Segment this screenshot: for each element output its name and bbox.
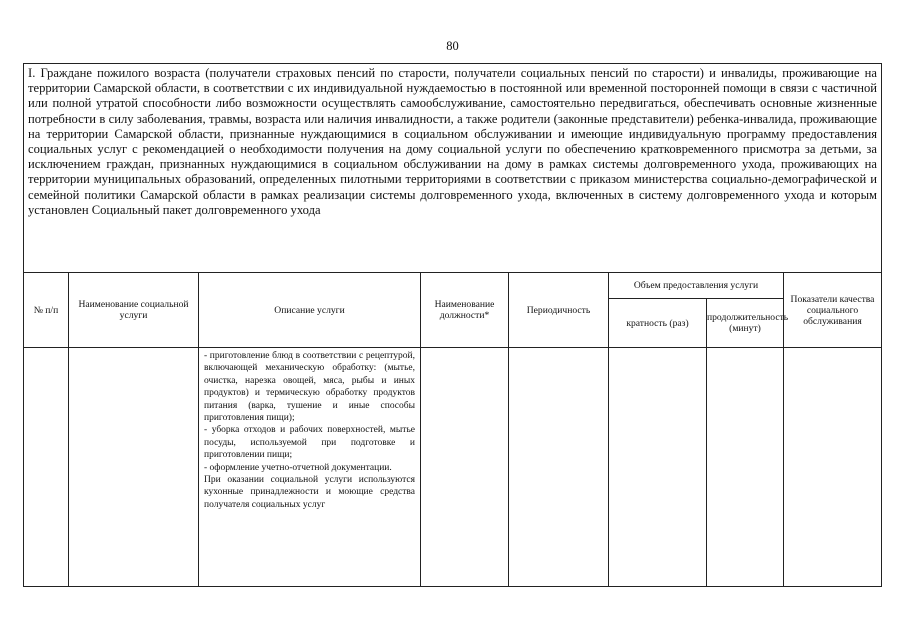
header-row-1 — [24, 273, 882, 299]
header-multiplicity: кратность (раз) — [609, 299, 707, 348]
header-num: № п/п — [24, 273, 69, 348]
cell-multiplicity — [609, 348, 707, 587]
section-heading: I. Граждане пожилого возраста (получатели страховых пенсий по старости, получатели социальных пенсий по старости) и инвалиды, проживающие на территории Самарской области, в соответствии с их индивидуальной нуждаемостью в постоянной или временной посторонней помощи в связи с частичной или полной утратой способности либо возможности осуществлять самообслуживание, самостоятельно передвигаться, обеспечивать основные жизненные потребности в силу заболевания, травмы, возраста или наличия инвалидности, а также родители (законные представители) ребенка-инвалида, проживающие на территории Самарской области, признанные нуждающимися в социальном обслуживании и имеющие индивидуальную программу предоставления социальных услуг с рекомендацией о необходимости получения на дому социальной услуги по обеспечению кратковременного присмотра за детьми, за исключением граждан, признанных нуждающимися в социальном обслуживании на дому в рамках системы долговременного ухода, проживающих на территории муниципальных образований, определенных пилотными территориями в соответствии с приказом министерства социально-демографической и семейной политики Самарской области в рамках реализации системы долговременного ухода, включенных в систему долговременного ухода и которым установлен Социальный пакет долговременного ухода — [24, 64, 882, 273]
description-line: - оформление учетно-отчетной документации. — [204, 462, 392, 473]
cell-description — [199, 348, 421, 587]
cell-quality — [784, 348, 882, 587]
header-service-name: Наименование социальной услуги — [69, 273, 199, 348]
cell-num — [24, 348, 69, 587]
cell-duration — [707, 348, 784, 587]
description-line: - приготовление блюд в соответствии с рецептурой, включающей механическую обработку: (мытье, очистка, нарезка овощей, мяса, рыбы и иных продуктов) и термическую обработку продуктов питания (варка, тушение и иные способы приготовления пищи); — [204, 351, 415, 424]
description-line: - уборка отходов и рабочих поверхностей, мытье посуды, используемой при подготовке и приготовлении пищи; — [204, 425, 415, 461]
cell-periodicity — [509, 348, 609, 587]
table-row — [24, 348, 882, 587]
header-duration: продолжительность (минут) — [707, 299, 784, 348]
header-volume: Объем предоставления услуги — [609, 273, 784, 299]
cell-service-name — [69, 348, 199, 587]
description-line: При оказании социальной услуги используются кухонные принадлежности и моющие средства получателя социальных услуг — [204, 475, 415, 510]
services-table — [23, 63, 882, 587]
header-periodicity: Периодичность — [509, 273, 609, 348]
section-row — [24, 64, 882, 273]
page-number: 80 — [446, 39, 459, 53]
cell-position — [421, 348, 509, 587]
header-description: Описание услуги — [199, 273, 421, 348]
header-position: Наименование должности* — [421, 273, 509, 348]
header-quality: Показатели качества социального обслуживания — [784, 273, 882, 348]
